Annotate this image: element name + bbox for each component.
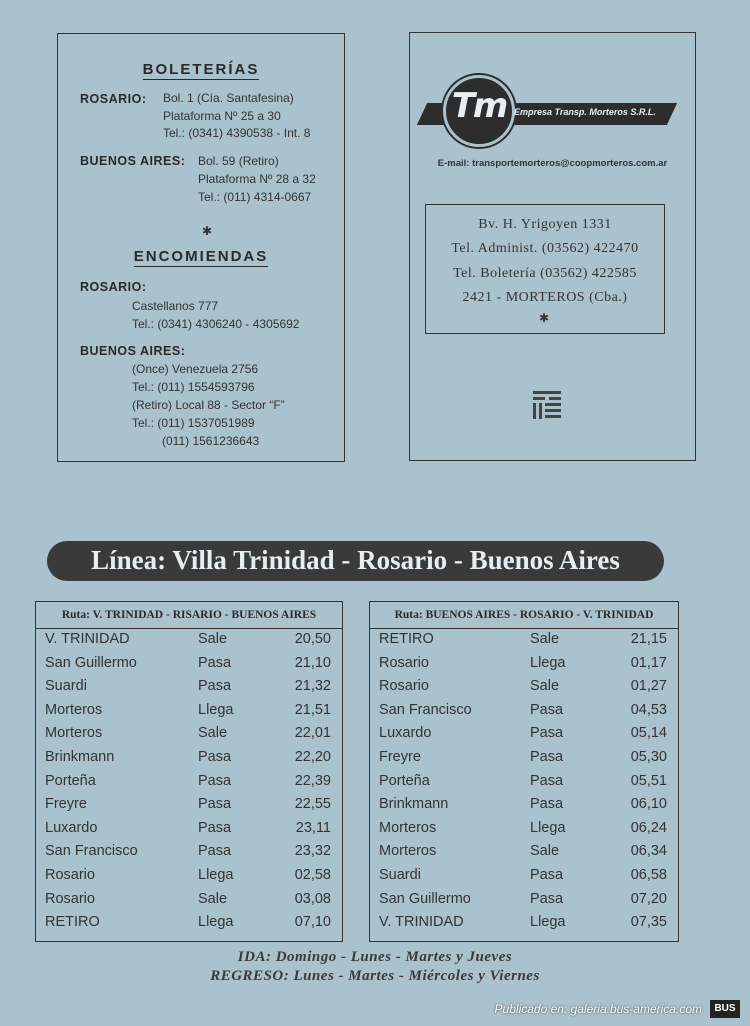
days-ida: IDA: Domingo - Lunes - Martes y Jueves xyxy=(237,949,513,965)
stop-action: Sale xyxy=(530,631,560,647)
stop-action: Llega xyxy=(530,654,566,671)
stop-name: Morteros xyxy=(45,725,103,742)
stop-action: Sale xyxy=(530,843,560,860)
encomiendas-title: ENCOMIENDAS xyxy=(133,248,269,265)
boleterias-rosario-line: Tel.: (0341) 4390538 - Int. 8 xyxy=(163,126,311,140)
stop-name: Brinkmann xyxy=(379,796,449,813)
stop-name: Rosario xyxy=(45,867,95,883)
stop-name: San Francisco xyxy=(379,701,472,718)
stop-action: Sale xyxy=(198,725,228,742)
stop-time: 21,32 xyxy=(294,678,331,695)
stop-time: 22,20 xyxy=(294,749,331,765)
stop-action: Pasa xyxy=(530,749,564,765)
company-name: Empresa Transp. Morteros S.R.L. xyxy=(514,107,656,117)
table-row xyxy=(370,820,678,844)
stop-time: 06,10 xyxy=(630,796,667,813)
stop-name: San Guillermo xyxy=(379,890,471,907)
table-row xyxy=(36,773,342,797)
stop-name: San Guillermo xyxy=(45,654,137,671)
stop-time: 02,58 xyxy=(294,867,331,883)
boleterias-ba-line: Plataforma Nº 28 a 32 xyxy=(198,172,316,186)
company-email: E-mail: transportemorteros@coopmorteros.com.ar xyxy=(437,158,668,169)
schedule-heading: Ruta: BUENOS AIRES - ROSARIO - V. TRINIDAD xyxy=(370,602,678,629)
stop-time: 03,08 xyxy=(294,890,331,907)
stop-name: Luxardo xyxy=(45,819,98,836)
stop-name: San Francisco xyxy=(45,843,138,860)
stop-name: Suardi xyxy=(379,867,421,883)
encomiendas-rosario-label: ROSARIO: xyxy=(80,280,147,294)
stop-name: Morteros xyxy=(379,819,437,836)
stop-time: 23,11 xyxy=(295,819,331,836)
line-title: Línea: Villa Trinidad - Rosario - Buenos Aires xyxy=(91,545,620,575)
boleterias-rosario-line: Plataforma Nº 25 a 30 xyxy=(163,109,281,123)
boleterias-title: BOLETERÍAS xyxy=(142,61,260,78)
stop-action: Llega xyxy=(198,701,234,718)
stop-time: 21,15 xyxy=(630,631,667,647)
table-row xyxy=(36,749,342,773)
table-row xyxy=(36,867,342,891)
stop-name: Rosario xyxy=(45,890,95,907)
cooperative-mark-icon xyxy=(531,389,563,421)
table-row xyxy=(36,631,342,655)
credit-text: Publicado en: galeria.bus-america.com xyxy=(494,1002,702,1016)
stop-action: Pasa xyxy=(530,867,564,883)
encomiendas-ba-line: Tel.: (011) 1554593796 xyxy=(132,380,255,394)
stop-time: 06,58 xyxy=(630,867,667,883)
boleterias-rosario-label: ROSARIO: xyxy=(80,92,147,106)
stop-action: Pasa xyxy=(198,749,232,765)
table-row xyxy=(370,678,678,702)
stop-action: Pasa xyxy=(198,796,232,813)
stop-name: Luxardo xyxy=(379,725,432,742)
schedule-heading: Ruta: V. TRINIDAD - RISARIO - BUENOS AIRES xyxy=(36,602,342,629)
stop-time: 07,10 xyxy=(294,914,331,931)
stop-action: Pasa xyxy=(198,843,232,860)
table-row xyxy=(36,796,342,820)
stop-action: Pasa xyxy=(530,796,564,813)
table-row xyxy=(370,843,678,867)
stop-time: 21,10 xyxy=(294,654,331,671)
stop-action: Llega xyxy=(530,914,566,931)
stop-time: 20,50 xyxy=(294,631,331,647)
stop-time: 07,20 xyxy=(630,890,667,907)
stop-time: 22,39 xyxy=(294,772,331,789)
stop-action: Sale xyxy=(198,631,228,647)
stop-time: 22,01 xyxy=(294,725,331,742)
encomiendas-ba-line: Tel.: (011) 1537051989 xyxy=(132,416,255,430)
stop-time: 06,24 xyxy=(630,819,667,836)
boleterias-rosario-line: Bol. 1 (Cía. Santafesina) xyxy=(163,91,294,105)
stop-name: Freyre xyxy=(45,796,87,813)
address-line: Bv. H. Yrigoyen 1331 xyxy=(478,217,612,232)
stop-action: Sale xyxy=(198,890,228,907)
table-row xyxy=(370,631,678,655)
encomiendas-rosario-line: Tel.: (0341) 4306240 - 4305692 xyxy=(132,317,300,331)
stop-action: Pasa xyxy=(530,890,564,907)
stop-name: RETIRO xyxy=(379,631,434,647)
stop-time: 06,34 xyxy=(630,843,667,860)
stop-name: Morteros xyxy=(45,701,103,718)
stop-action: Llega xyxy=(530,819,566,836)
stop-name: Suardi xyxy=(45,678,87,695)
stop-action: Pasa xyxy=(198,678,232,695)
boleterias-ba-line: Tel.: (011) 4314-0667 xyxy=(198,190,312,204)
stop-name: V. TRINIDAD xyxy=(379,914,464,931)
stop-name: Rosario xyxy=(379,678,429,695)
encomiendas-ba-line: (011) 1561236643 xyxy=(162,434,260,448)
table-row xyxy=(36,702,342,726)
stop-action: Pasa xyxy=(198,654,232,671)
table-row xyxy=(36,655,342,679)
encomiendas-ba-line: (Once) Venezuela 2756 xyxy=(132,362,259,376)
days-regreso: REGRESO: Lunes - Martes - Miércoles y Viernes xyxy=(210,968,540,984)
table-row xyxy=(36,891,342,915)
stop-time: 07,35 xyxy=(630,914,667,931)
stop-time: 01,17 xyxy=(630,654,667,671)
table-row xyxy=(36,843,342,867)
stop-action: Pasa xyxy=(530,725,564,742)
stop-time: 05,51 xyxy=(630,772,667,789)
address-box xyxy=(425,204,665,334)
stop-name: V. TRINIDAD xyxy=(45,631,130,647)
stop-time: 01,27 xyxy=(630,678,667,695)
stop-time: 04,53 xyxy=(630,701,667,718)
table-row xyxy=(36,914,342,938)
empresa-panel xyxy=(409,32,696,461)
table-row xyxy=(370,655,678,679)
site-logo: BUS xyxy=(710,1000,740,1018)
table-row xyxy=(370,725,678,749)
stop-name: Freyre xyxy=(379,749,421,765)
address-line: Tel. Boletería (03562) 422585 xyxy=(453,266,637,281)
table-row xyxy=(370,702,678,726)
stop-name: RETIRO xyxy=(45,914,100,931)
stop-action: Pasa xyxy=(530,772,564,789)
stop-time: 21,51 xyxy=(294,701,331,718)
stop-name: Porteña xyxy=(379,772,430,789)
encomiendas-rosario-line: Castellanos 777 xyxy=(132,299,219,313)
boleterias-panel xyxy=(57,33,345,462)
boleterias-ba-line: Bol. 59 (Retiro) xyxy=(198,154,279,168)
stop-name: Rosario xyxy=(379,654,429,671)
stop-time: 23,32 xyxy=(294,843,331,860)
table-row xyxy=(370,914,678,938)
stop-time: 05,30 xyxy=(630,749,667,765)
stop-action: Sale xyxy=(530,678,560,695)
stop-time: 22,55 xyxy=(294,796,331,813)
table-row xyxy=(370,773,678,797)
address-line: Tel. Administ. (03562) 422470 xyxy=(451,241,639,256)
table-row xyxy=(36,725,342,749)
table-row xyxy=(370,796,678,820)
stop-action: Pasa xyxy=(530,701,564,718)
stop-action: Pasa xyxy=(198,772,232,789)
stop-name: Porteña xyxy=(45,772,96,789)
address-line: 2421 - MORTEROS (Cba.) xyxy=(462,290,628,305)
encomiendas-ba-label: BUENOS AIRES: xyxy=(80,344,186,358)
bullet-icon: ✱ xyxy=(202,224,213,238)
table-row xyxy=(36,820,342,844)
table-row xyxy=(370,891,678,915)
company-logo: Tm xyxy=(443,75,515,147)
boleterias-ba-label: BUENOS AIRES: xyxy=(80,154,186,168)
table-row xyxy=(36,678,342,702)
stop-action: Pasa xyxy=(198,819,232,836)
encomiendas-ba-line: (Retiro) Local 88 - Sector “F” xyxy=(132,398,285,412)
stop-action: Llega xyxy=(198,867,234,883)
stop-name: Morteros xyxy=(379,843,437,860)
table-row xyxy=(370,749,678,773)
table-row xyxy=(370,867,678,891)
stop-action: Llega xyxy=(198,914,234,931)
bullet-icon: ✱ xyxy=(539,311,550,325)
schedule-return xyxy=(369,601,679,942)
line-banner xyxy=(47,541,664,581)
stop-time: 05,14 xyxy=(630,725,667,742)
schedule-outbound xyxy=(35,601,343,942)
stop-name: Brinkmann xyxy=(45,749,115,765)
